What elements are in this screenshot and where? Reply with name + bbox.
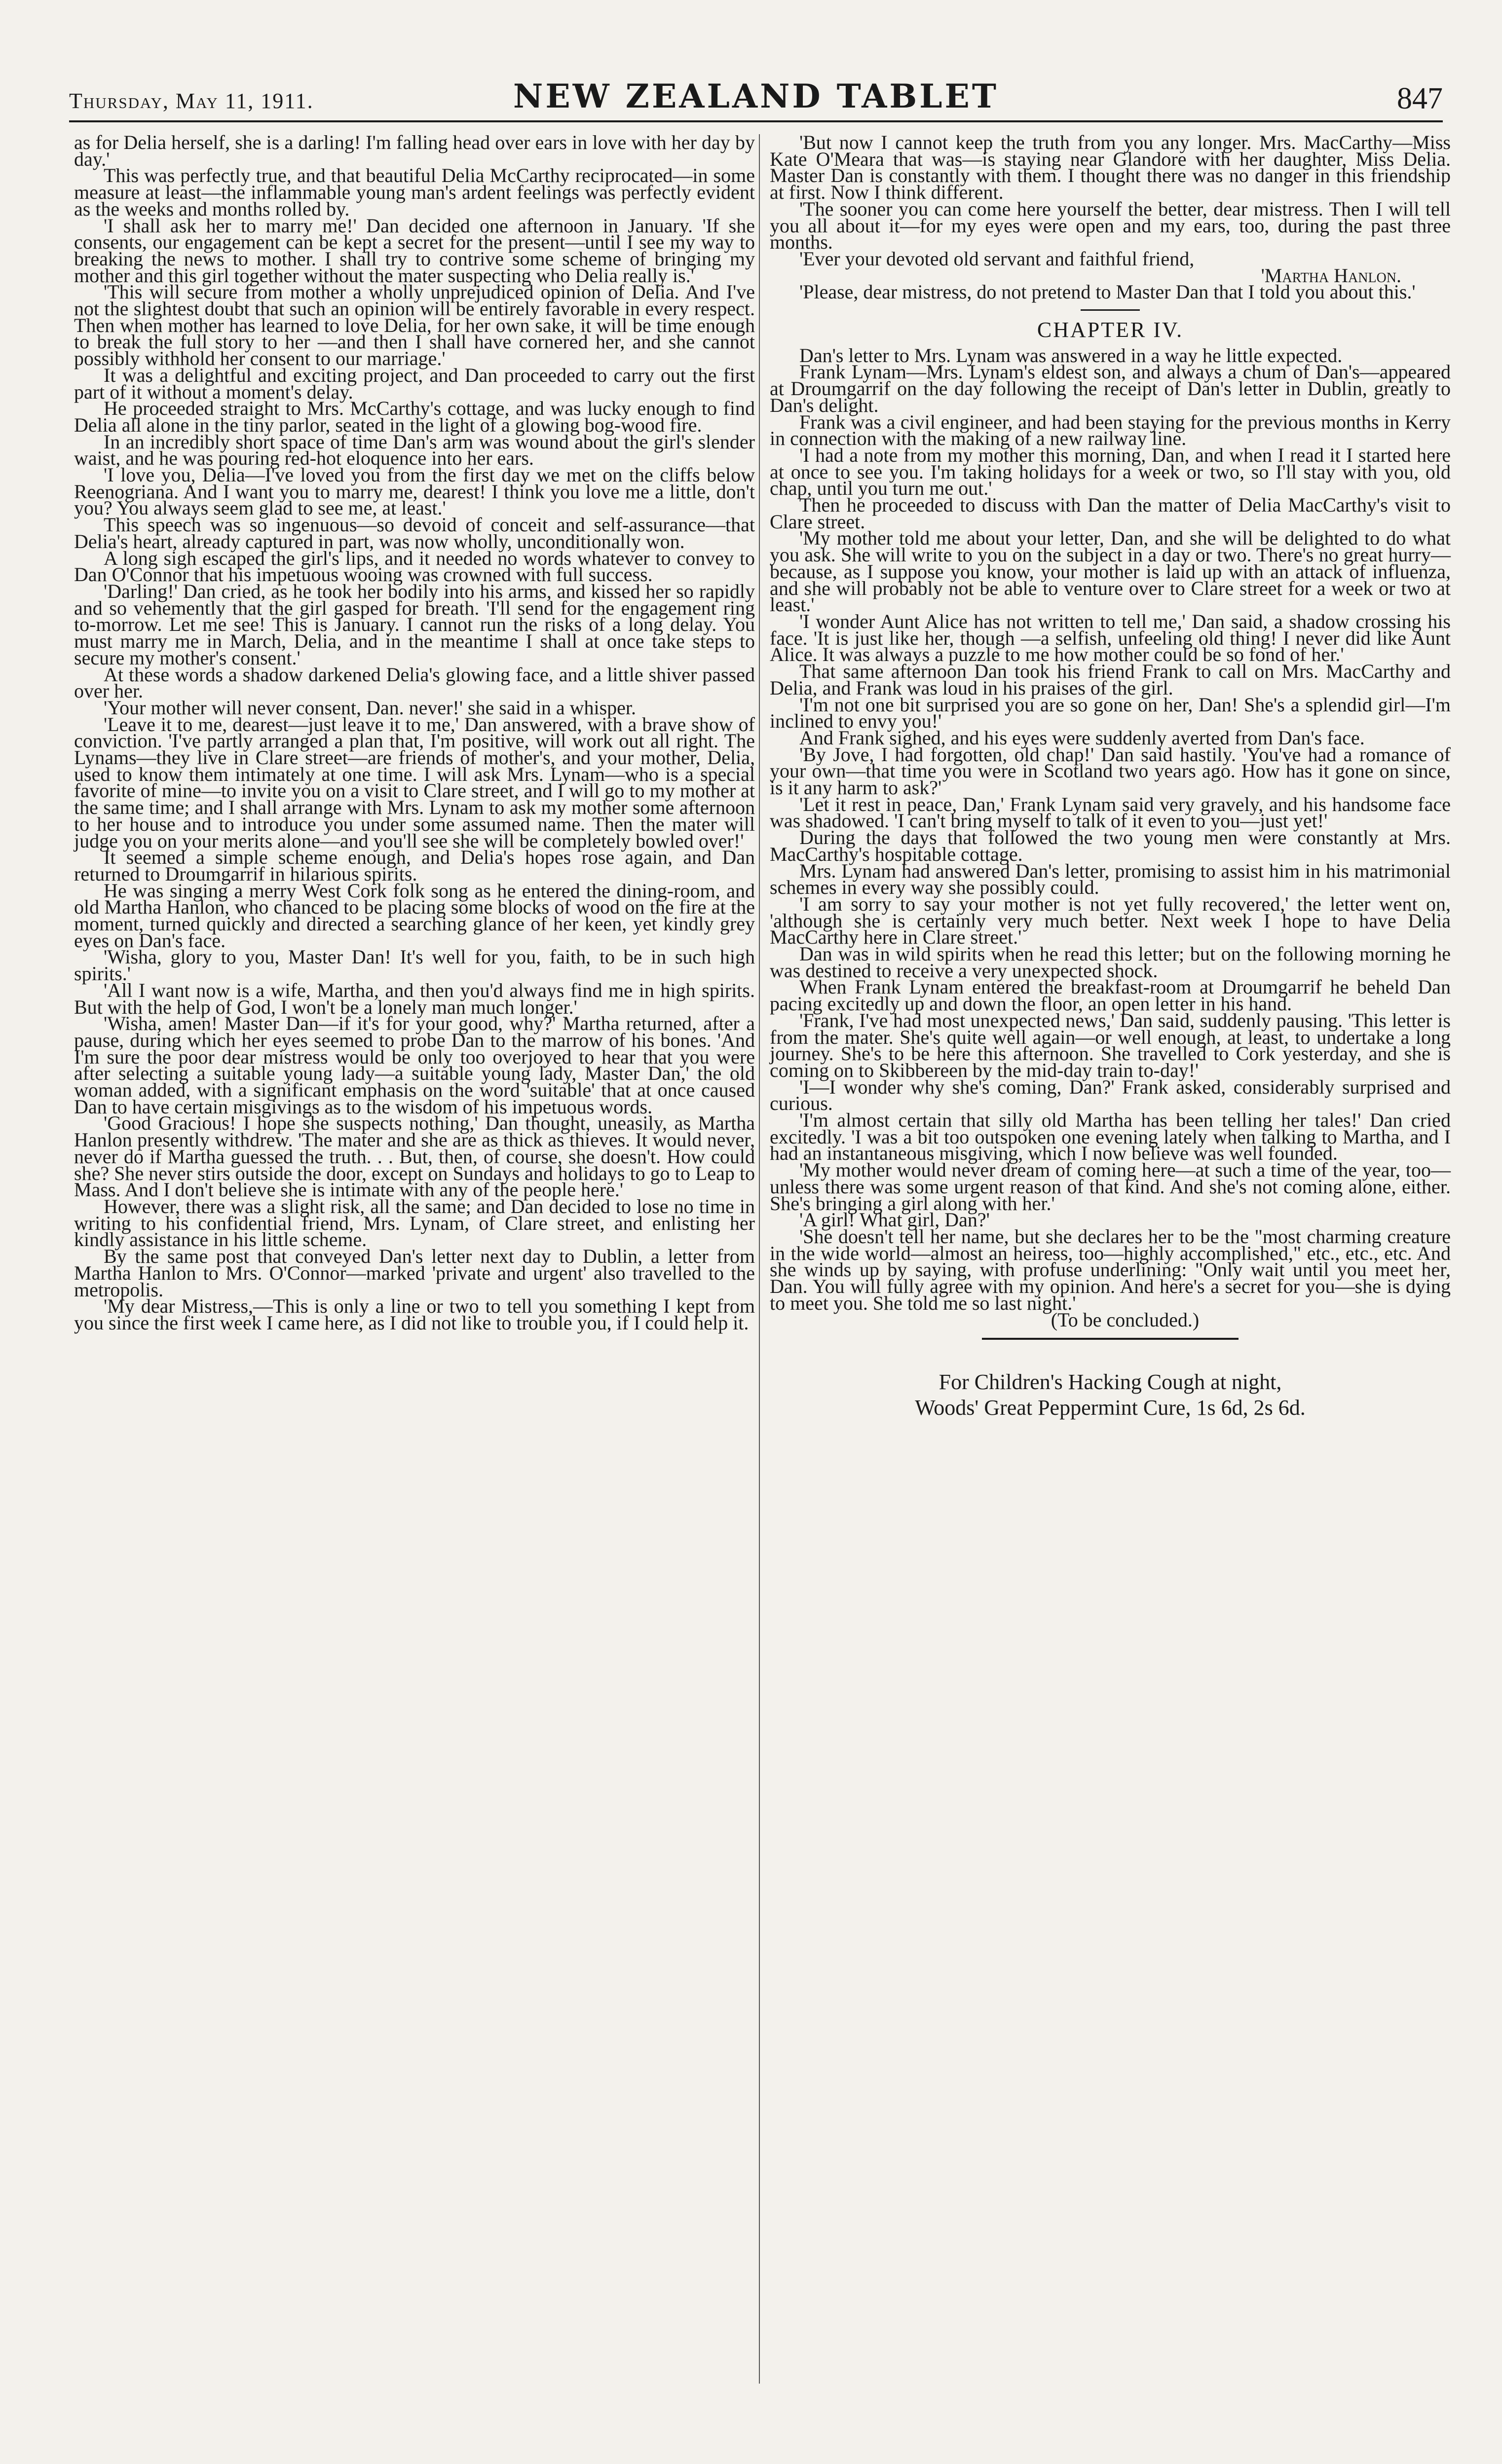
paragraph: 'Ever your devoted old servant and faithful friend,	[799, 247, 1195, 270]
paragraph: 'Leave it to me, dearest—just leave it to me,' Dan answered, with a brave show of conviction. 'I've partly arranged a plan that, I'm positive, will work out all right. The Lynams—they live in Clare street—are friends of mother's, and your mother, Delia, used to know them intimately at one time. I will ask Mrs. Lynam—who is a special favorite of mine—to invite you on a visit to Clare street, and I will go to my mother at the same time; and I shall arrange with Mrs. Lynam to ask my mother some afternoon to her house and to introduce you under some assumed name. Then the mater will judge you on your merits alone—and you'll see she will be completely bowled over!'	[74, 713, 755, 852]
chapter-body	[770, 344, 1451, 1314]
issue-date: Thursday, May 11, 1911.	[69, 89, 314, 113]
paragraph: 'I shall ask her to marry me!' Dan decided one afternoon in January. 'If she consents, our engagement can be kept a secret for the present—until I see my way to breaking the news to mother. I shall try to contrive some scheme of bringing my mother and this girl together without the mater suspecting who Delia really is.'	[74, 214, 755, 287]
paragraph: 'She doesn't tell her name, but she declares her to be the "most charming creature in the wide world—almost an heiress, too—highly accomplished," etc., etc., etc. And she winds up by saying, with profuse underlining: "Only wait until you meet her, Dan. You will fully agree with my opinion. And here's a secret for you—she is dying to meet you. She told me so last night.'	[770, 1225, 1451, 1314]
paragraph: It seemed a simple scheme enough, and Delia's hopes rose again, and Dan returned to Droumgarrif in hilarious spirits.	[74, 846, 755, 885]
paragraph: And Frank sighed, and his eyes were suddenly averted from Dan's face.	[799, 726, 1365, 749]
paragraph: Then he proceeded to discuss with Dan the matter of Delia MacCarthy's visit to Clare street.	[770, 494, 1451, 533]
paragraph: When Frank Lynam entered the breakfast-room at Droumgarrif he beheld Dan pacing excitedly up and down the floor, an open letter in his hand.	[770, 976, 1451, 1015]
paragraph: He was singing a merry West Cork folk song as he entered the dining-room, and old Martha Hanlon, who chanced to be placing some blocks of wood on the fire at the moment, turned quickly and directed a searching glance of her keen, yet kindly grey eyes on Dan's face.	[74, 879, 755, 952]
paragraph: 'Your mother will never consent, Dan. never!' she said in a whisper.	[104, 696, 637, 719]
paragraph: 'I—I wonder why she's coming, Dan?' Frank asked, considerably surprised and curious.	[770, 1075, 1451, 1115]
paragraph: 'Let it rest in peace, Dan,' Frank Lynam said very gravely, and his handsome face was shadowed. 'I can't bring myself to talk of it even to you—just yet!'	[770, 793, 1451, 832]
paragraph: It was a delightful and exciting project, and Dan proceeded to carry out the first part of it without a moment's delay.	[74, 364, 755, 403]
paragraph: 'My mother would never dream of coming here—at such a time of the year, too—unless there was some urgent reason of that kind. And she's not coming alone, either. She's bringing a girl along with her.'	[770, 1159, 1451, 1214]
paragraph: 'This will secure from mother a wholly unprejudiced opinion of Delia. And I've not the slightest doubt that such an opinion will be entirely favorable in every respect. Then when mother has learned to love Delia, for her own sake, it will be time enough to break the full story to her —and then I shall have cornered her, and she cannot possibly withhold her consent to our marriage.'	[74, 281, 755, 370]
paragraph: Dan's letter to Mrs. Lynam was answered in a way he little expected.	[799, 344, 1343, 367]
section-rule	[1081, 309, 1140, 311]
advertisement	[770, 1369, 1451, 1421]
paragraph: 'I'm almost certain that silly old Martha has been telling her tales!' Dan cried excitedly. 'I was a bit too outspoken one evening lately when talking to Martha, and I had an instantaneous misgiving, which I now believe was well founded.	[770, 1109, 1451, 1165]
paragraph: as for Delia herself, she is a darling! I'm falling head over ears in love with her day by day.'	[74, 131, 755, 170]
paragraph: 'By Jove, I had forgotten, old chap!' Dan said hastily. 'You've had a romance of your own—that time you were in Scotland two years ago. How has it gone on since, is it any harm to ask?'	[770, 743, 1451, 799]
paragraph: 'I am sorry to say your mother is not yet fully recovered,' the letter went on, 'although she is certainly very much better. Next week I hope to have Delia MacCarthy here in Clare street.'	[770, 892, 1451, 949]
masthead	[69, 74, 1443, 118]
newspaper-title: NEW ZEALAND TABLET	[513, 77, 999, 115]
right-column	[770, 131, 1451, 1421]
advert-line-2: Woods' Great Peppermint Cure, 1s 6d, 2s 6d.	[915, 1396, 1306, 1420]
paragraph: This was perfectly true, and that beautiful Delia McCarthy reciprocated—in some measure at least—the inflammable young man's ardent feelings was perfectly evident as the weeks and months rolled by.	[74, 164, 755, 220]
advert-rule	[982, 1338, 1239, 1340]
paragraph: At these words a shadow darkened Delia's glowing face, and a little shiver passed over her.	[74, 663, 755, 702]
paragraph: 'Darling!' Dan cried, as he took her bodily into his arms, and kissed her so rapidly and so vehemently that the girl gasped for breath. 'I'll send for the engagement ring to-morrow. Let me see! This is January. I cannot run the risks of a long delay. You must marry me in March, Delia, and in the meantime I shall at once take steps to secure my mother's consent.'	[74, 580, 755, 669]
paragraph: In an incredibly short space of time Dan's arm was wound about the girl's slender waist, and he was pouring red-hot eloquence into her ears.	[74, 430, 755, 470]
advert-line-1: For Children's Hacking Cough at night,	[939, 1370, 1282, 1395]
page-number: 847	[1397, 82, 1443, 115]
paragraph: That same afternoon Dan took his friend Frank to call on Mrs. MacCarthy and Delia, and Frank was loud in his praises of the girl.	[770, 660, 1451, 699]
paragraph: Dan was in wild spirits when he read this letter; but on the following morning he was destined to receive a very unexpected shock.	[770, 943, 1451, 982]
left-column	[74, 131, 755, 1334]
letter-body	[770, 131, 1451, 270]
paragraph: 'My mother told me about your letter, Dan, and she will be delighted to do what you ask. She will write to you on the subject in a day or two. There's no great hurry—because, as I suppose you know, your mother is laid up with an attack of influenza, and she will probably not be able to venture over to Clare street for a week or two at least.'	[770, 527, 1451, 616]
paragraph: This speech was so ingenuous—so devoid of conceit and self-assurance—that Delia's heart, already captured in part, was now wholly, unconditionally won.	[74, 514, 755, 552]
paragraph: Frank was a civil engineer, and had been staying for the previous months in Kerry in connection with the making of a new railway line.	[770, 410, 1451, 450]
paragraph: 'I wonder Aunt Alice has not written to tell me,' Dan said, a shadow crossing his face. 'It is just like her, though —a selfish, unfeeling old thing! I never did like Aunt Alice. It was always a puzzle to me how mother could be so fond of her.'	[770, 610, 1451, 666]
letter-signature: 'Martha Hanlon.	[1261, 264, 1401, 287]
paragraph: During the days that followed the two young men were constantly at Mrs. MacCarthy's hospitable cottage.	[770, 826, 1451, 865]
paragraph: 'Good Gracious! I hope she suspects nothing,' Dan thought, uneasily, as Martha Hanlon presently withdrew. 'The mater and she are as thick as thieves. It would never, never do if Martha guessed the truth. . . But, then, of course, she doesn't. How could she? She never stirs outside the door, except on Sundays and holidays to go to Leap to Mass. And I don't believe she is intimate with any of the people here.'	[74, 1112, 755, 1201]
paragraph: By the same post that conveyed Dan's letter next day to Dublin, a letter from Martha Hanlon to Mrs. O'Connor—marked 'private and urgent' also travelled to the metropolis.	[74, 1245, 755, 1301]
paragraph: Frank Lynam—Mrs. Lynam's eldest son, and always a chum of Dan's—appeared at Droumgarrif on the day following the receipt of Dan's letter in Dublin, greatly to Dan's delight.	[770, 361, 1451, 416]
paragraph: 'My dear Mistress,—This is only a line or two to tell you something I kept from you since the first week I came here, as I did not like to trouble you, if I could help it.	[74, 1295, 755, 1334]
paragraph: 'I had a note from my mother this morning, Dan, and when I read it I started here at once to see you. I'm taking holidays for a week or two, so I'll stay with you, old chap, until you turn me out.'	[770, 443, 1451, 500]
paragraph: Mrs. Lynam had answered Dan's letter, promising to assist him in his matrimonial schemes in every way she possibly could.	[770, 859, 1451, 899]
chapter-heading: CHAPTER IV.	[1037, 318, 1184, 342]
paragraph: 'All I want now is a wife, Martha, and then you'd always find me in high spirits. But with the help of God, I won't be a lonely man much longer.'	[74, 979, 755, 1018]
paragraph: 'Frank, I've had most unexpected news,' Dan said, suddenly pausing. 'This letter is from the mater. She's quite well again—or well enough, at least, to undertake a long journey. She's to be here this afternoon. She travelled to Cork yesterday, and she is coming on to Skibbereen by the mid-day train to-day!'	[770, 1009, 1451, 1081]
masthead-rule	[69, 120, 1443, 122]
paragraph: 'A girl! What girl, Dan?'	[799, 1209, 990, 1231]
letter-postscript: 'Please, dear mistress, do not pretend to Master Dan that I told you about this.'	[799, 281, 1416, 303]
paragraph: However, there was a slight risk, all the same; and Dan decided to lose no time in writing to his confidential friend, Mrs. Lynam, of Clare street, and enlisting her kindly assistance in his little scheme.	[74, 1195, 755, 1251]
paragraph: He proceeded straight to Mrs. McCarthy's cottage, and was lucky enough to find Delia all alone in the tiny parlor, seated in the light of a glowing bog-wood fire.	[74, 397, 755, 436]
paragraph: A long sigh escaped the girl's lips, and it needed no words whatever to convey to Dan O'Connor that his impetuous wooing was crowned with full success.	[74, 547, 755, 586]
column-divider	[759, 134, 760, 2384]
paragraph: 'I love you, Delia—I've loved you from the first day we met on the cliffs below Reenogriana. And I want you to marry me, dearest! I think you love me a little, don't you? You always seem glad to see me, at least.'	[74, 464, 755, 519]
paragraph: 'Wisha, glory to you, Master Dan! It's well for you, faith, to be in such high spirits.'	[74, 946, 755, 985]
paragraph: 'But now I cannot keep the truth from you any longer. Mrs. MacCarthy—Miss Kate O'Meara that was—is staying near Glandore with her daughter, Miss Delia. Master Dan is constantly with them. I thought there was no danger in this friendship at first. Now I think different.	[770, 131, 1451, 204]
paragraph: 'I'm not one bit surprised you are so gone on her, Dan! She's a splendid girl—I'm inclined to envy you!'	[770, 693, 1451, 733]
paragraph: 'Wisha, amen! Master Dan—if it's for your good, why?' Martha returned, after a pause, during which her eyes seemed to probe Dan to the marrow of his bones. 'And I'm sure the poor dear mistress would be only too overjoyed to hear that you were after selecting a suitable young lady—a suitable young lady, Master Dan,' the old woman added, with a significant emphasis on the word 'suitable' that at once caused Dan to have certain misgivings as to the wisdom of his impetuous words.	[74, 1012, 755, 1118]
to-be-concluded: (To be concluded.)	[1051, 1308, 1200, 1331]
paragraph: 'The sooner you can come here yourself the better, dear mistress. Then I will tell you all about it—for my eyes were open and my ears, too, during the past three months.	[770, 197, 1451, 254]
